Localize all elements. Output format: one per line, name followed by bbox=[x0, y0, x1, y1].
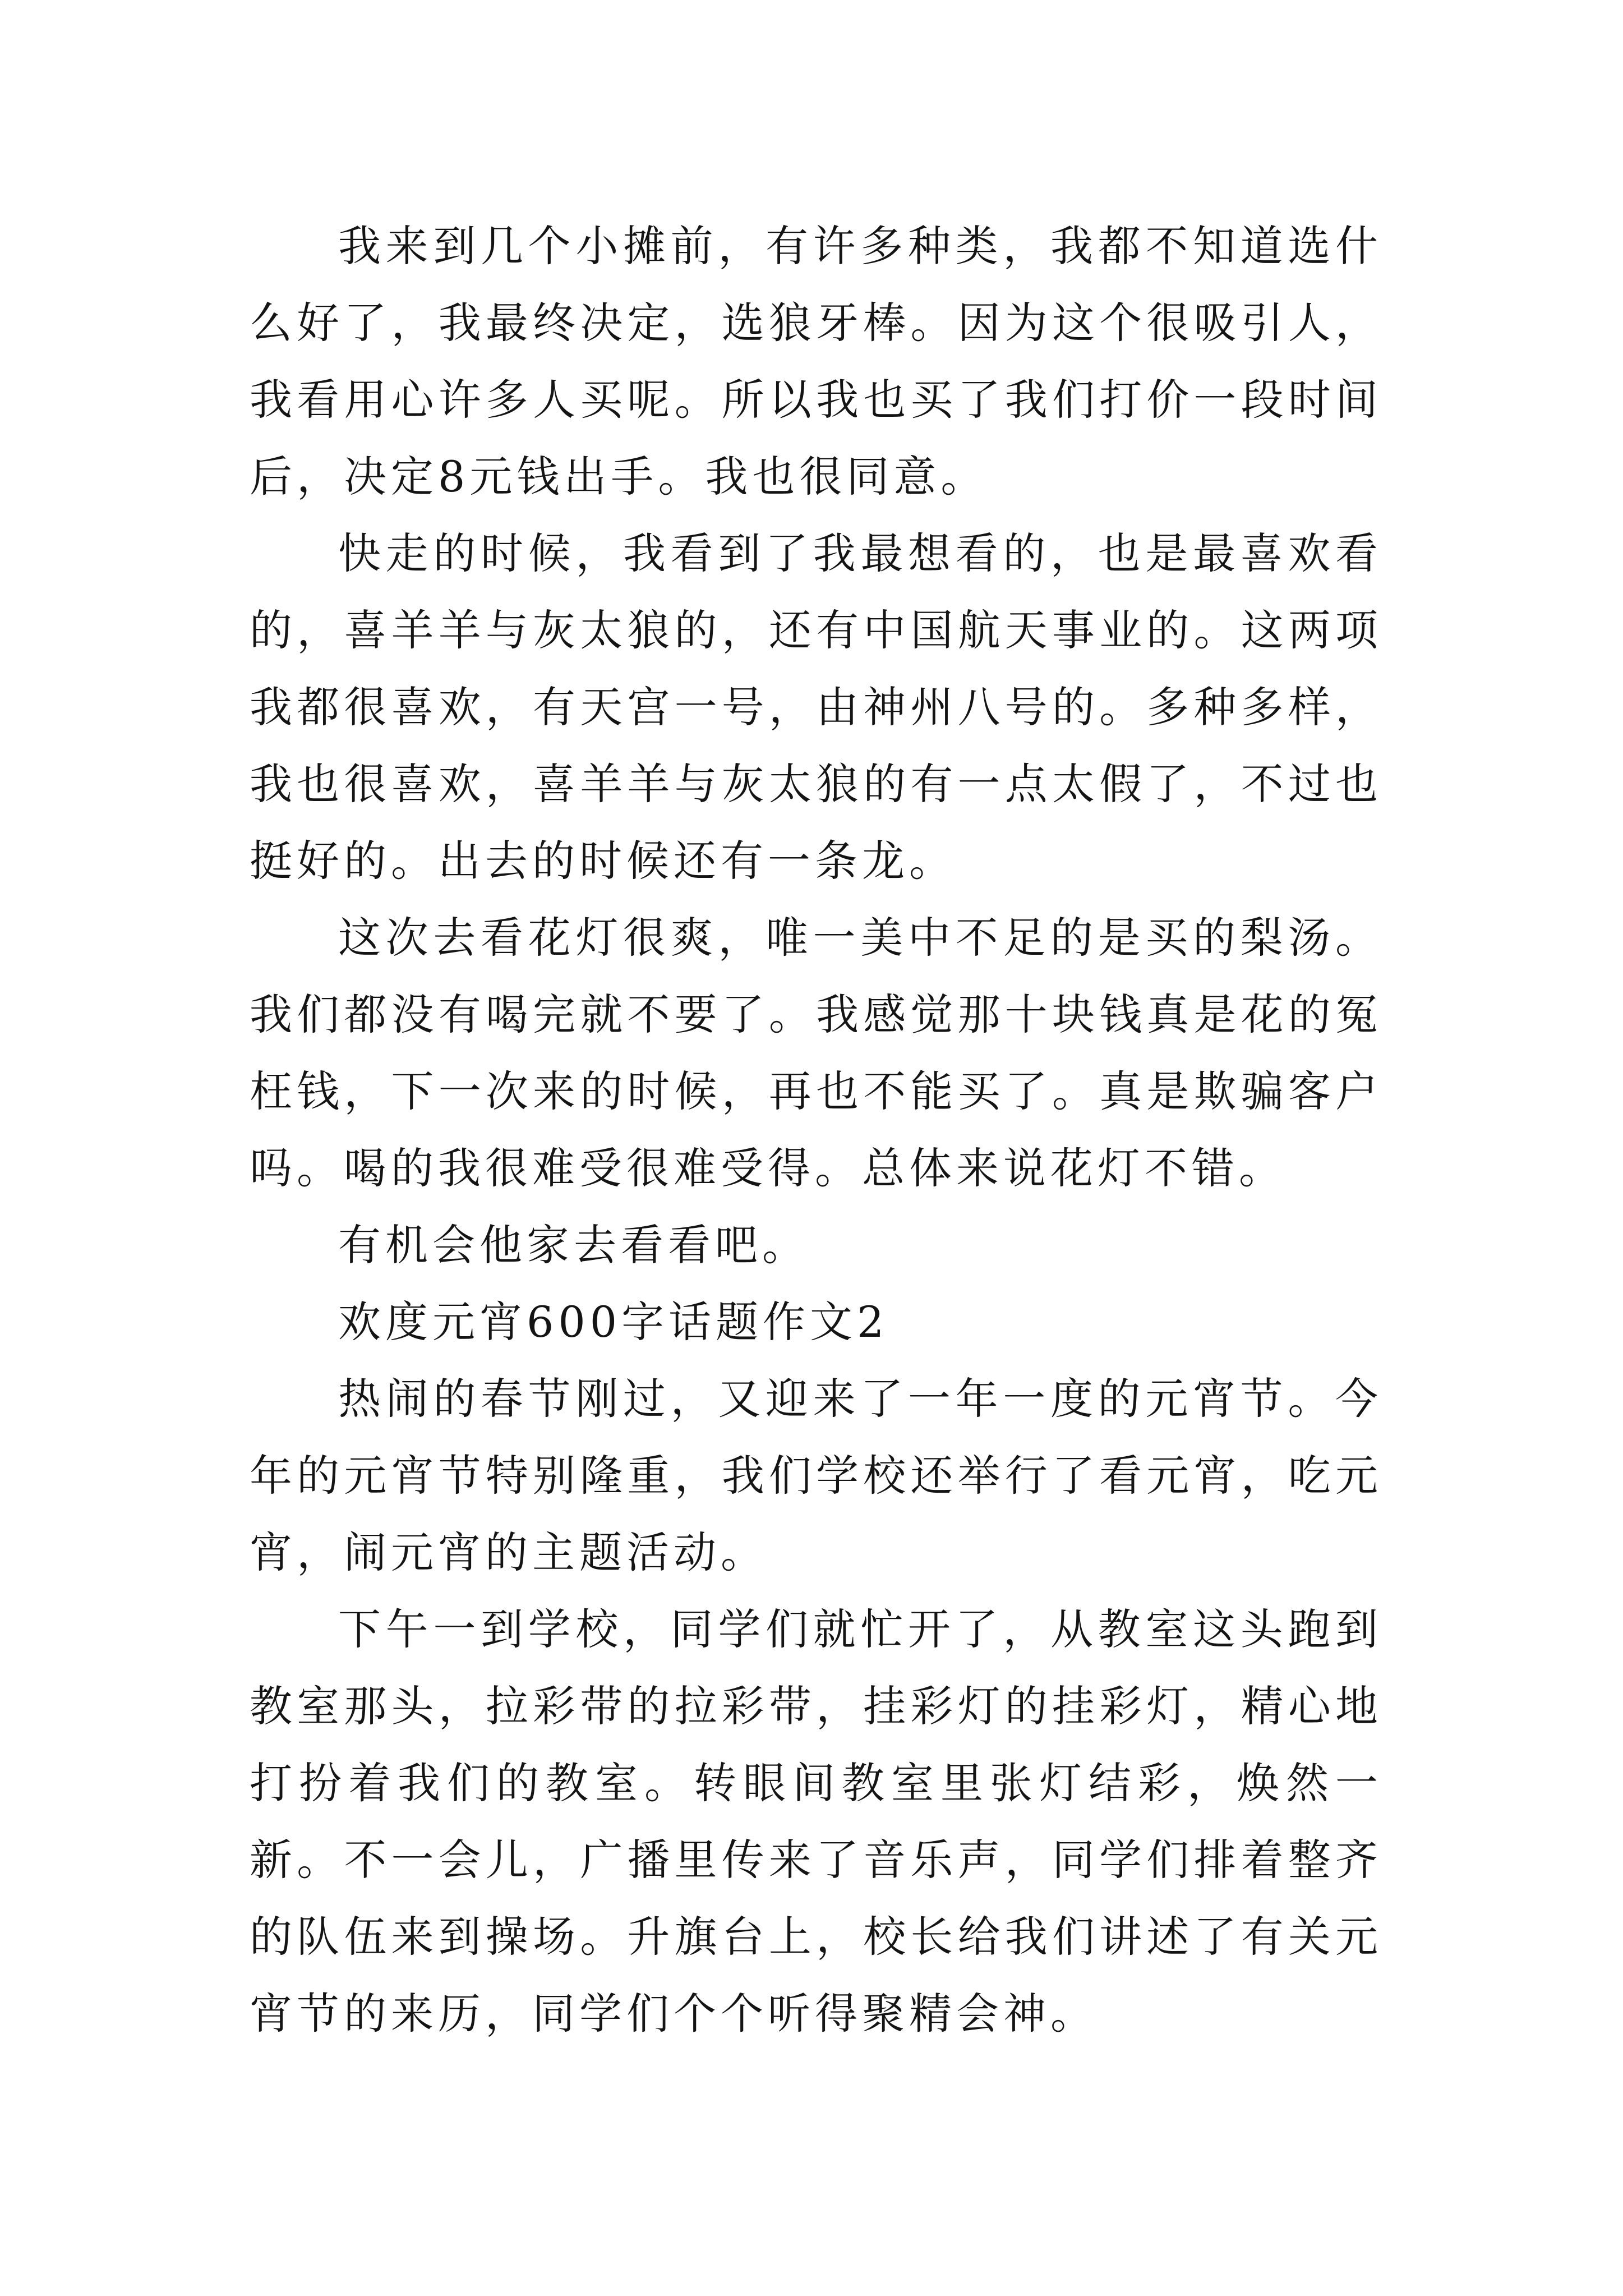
paragraph-exhibits: 快走的时候，我看到了我最想看的，也是最喜欢看的，喜羊羊与灰太狼的，还有中国航天事业的。这两项我都很喜欢，有天宫一号，由神州八号的。多种多样，我也很喜欢，喜羊羊与灰太狼的有一点太假了，不过也挺好的。出去的时候还有一条龙。 bbox=[250, 528, 1382, 886]
paragraph-pear-soup: 这次去看花灯很爽，唯一美中不足的是买的梨汤。我们都没有喝完就不要了。我感觉那十块钱真是花的冤枉钱，下一次来的时候，再也不能买了。真是欺骗客户吗。喝的我很难受很难受得。总体来说花灯不错。 bbox=[250, 913, 1382, 1193]
document-body bbox=[250, 208, 1382, 2052]
paragraph-lantern-stall: 我来到几个小摊前，有许多种类，我都不知道选什么好了，我最终决定，选狼牙棒。因为这个很吸引人，我看用心许多人买呢。所以我也买了我们打价一段时间后，决定8元钱出手。我也很同意。 bbox=[250, 221, 1382, 501]
paragraph-festival-intro: 热闹的春节刚过，又迎来了一年一度的元宵节。今年的元宵节特别隆重，我们学校还举行了看元宵，吃元宵，闹元宵的主题活动。 bbox=[250, 1374, 1382, 1577]
paragraph-school-activity: 下午一到学校，同学们就忙开了，从教室这头跑到教室那头，拉彩带的拉彩带，挂彩灯的挂彩灯，精心地打扮着我们的教室。转眼间教室里张灯结彩，焕然一新。不一会儿，广播里传来了音乐声，同学们排着整齐的队伍来到操场。升旗台上，校长给我们讲述了有关元宵节的来历，同学们个个听得聚精会神。 bbox=[250, 1604, 1382, 2039]
essay-title: 欢度元宵600字话题作文2 bbox=[338, 1297, 889, 1347]
paragraph-closing: 有机会他家去看看吧。 bbox=[338, 1220, 809, 1270]
